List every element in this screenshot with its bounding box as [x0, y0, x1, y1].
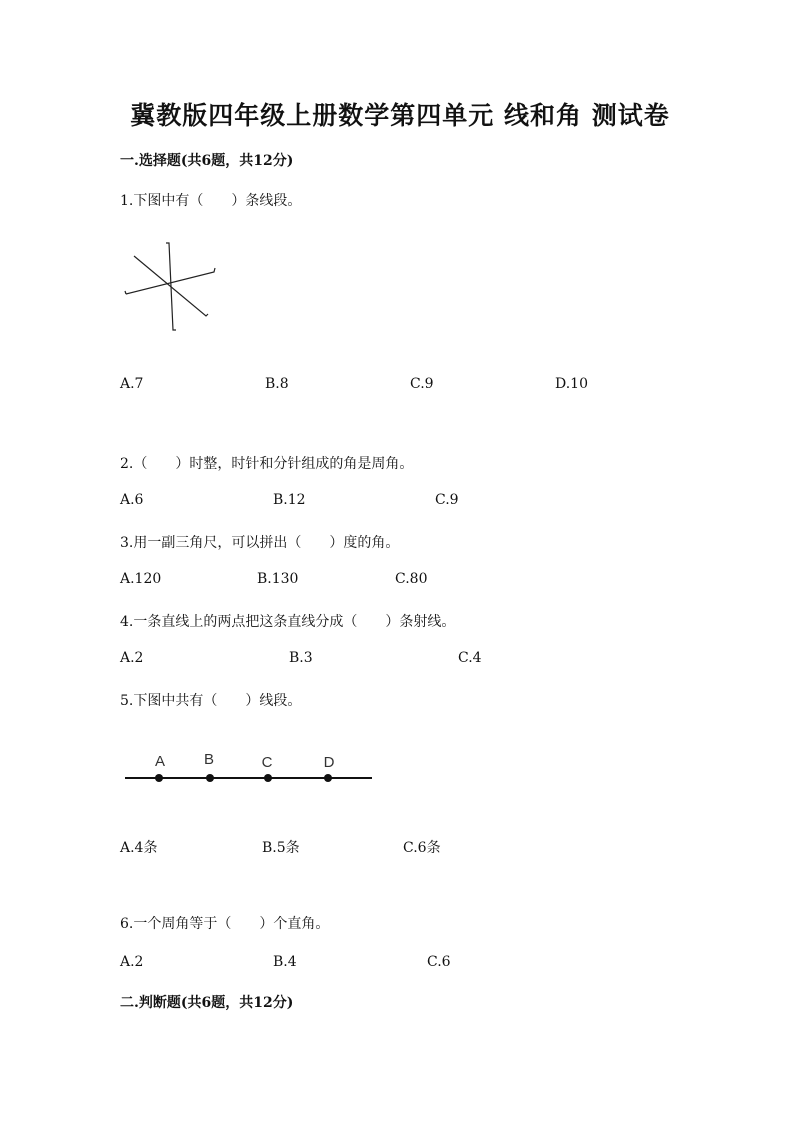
question-6-option-b: B.4: [273, 954, 297, 970]
section-heading-true-false: 二.判断题(共6题，共12分): [120, 995, 294, 1011]
question-6-text: 6.一个周角等于（ ）个直角。: [120, 916, 330, 932]
question-3-text: 3.用一副三角尺，可以拼出（ ）度的角。: [120, 535, 400, 551]
question-1-option-b: B.8: [265, 376, 289, 392]
question-4-option-b: B.3: [289, 650, 313, 666]
question-3-option-a: A.120: [120, 571, 162, 587]
question-2-option-c: C.9: [435, 492, 459, 508]
point-d-label: D: [323, 754, 335, 771]
point-d-dot: [324, 774, 332, 782]
question-1-option-c: C.9: [410, 376, 434, 392]
figure-line-with-points: [120, 748, 380, 788]
question-5-text: 5.下图中共有（ ）线段。: [120, 693, 302, 709]
question-6-option-c: C.6: [427, 954, 451, 970]
question-3-option-b: B.130: [257, 571, 299, 587]
point-c-dot: [264, 774, 272, 782]
question-3-option-c: C.80: [395, 571, 428, 587]
question-5-option-c: C.6条: [403, 840, 441, 856]
figure-line-1-tick: [125, 291, 126, 294]
point-b-label: B: [203, 751, 215, 768]
question-5-option-a: A.4条: [120, 840, 158, 856]
section-heading-choice: 一.选择题(共6题，共12分): [120, 153, 294, 169]
question-2-option-b: B.12: [273, 492, 306, 508]
question-4-option-c: C.4: [458, 650, 482, 666]
point-a-label: A: [154, 753, 166, 770]
question-5-option-b: B.5条: [262, 840, 300, 856]
page-title: 冀教版四年级上册数学第四单元 线和角 测试卷: [130, 101, 670, 130]
question-4-text: 4.一条直线上的两点把这条直线分成（ ）条射线。: [120, 614, 456, 630]
question-2-text: 2.（ ）时整，时针和分针组成的角是周角。: [120, 456, 414, 472]
point-c-label: C: [261, 754, 273, 771]
question-4-option-a: A.2: [120, 650, 144, 666]
question-6-option-a: A.2: [120, 954, 144, 970]
point-b-dot: [206, 774, 214, 782]
question-2-option-a: A.6: [120, 492, 144, 508]
question-1-option-a: A.7: [120, 376, 144, 392]
question-1-option-d: D.10: [555, 376, 588, 392]
point-a-dot: [155, 774, 163, 782]
figure-intersecting-lines: [118, 238, 228, 338]
question-1-text: 1.下图中有（ ）条线段。: [120, 193, 302, 209]
